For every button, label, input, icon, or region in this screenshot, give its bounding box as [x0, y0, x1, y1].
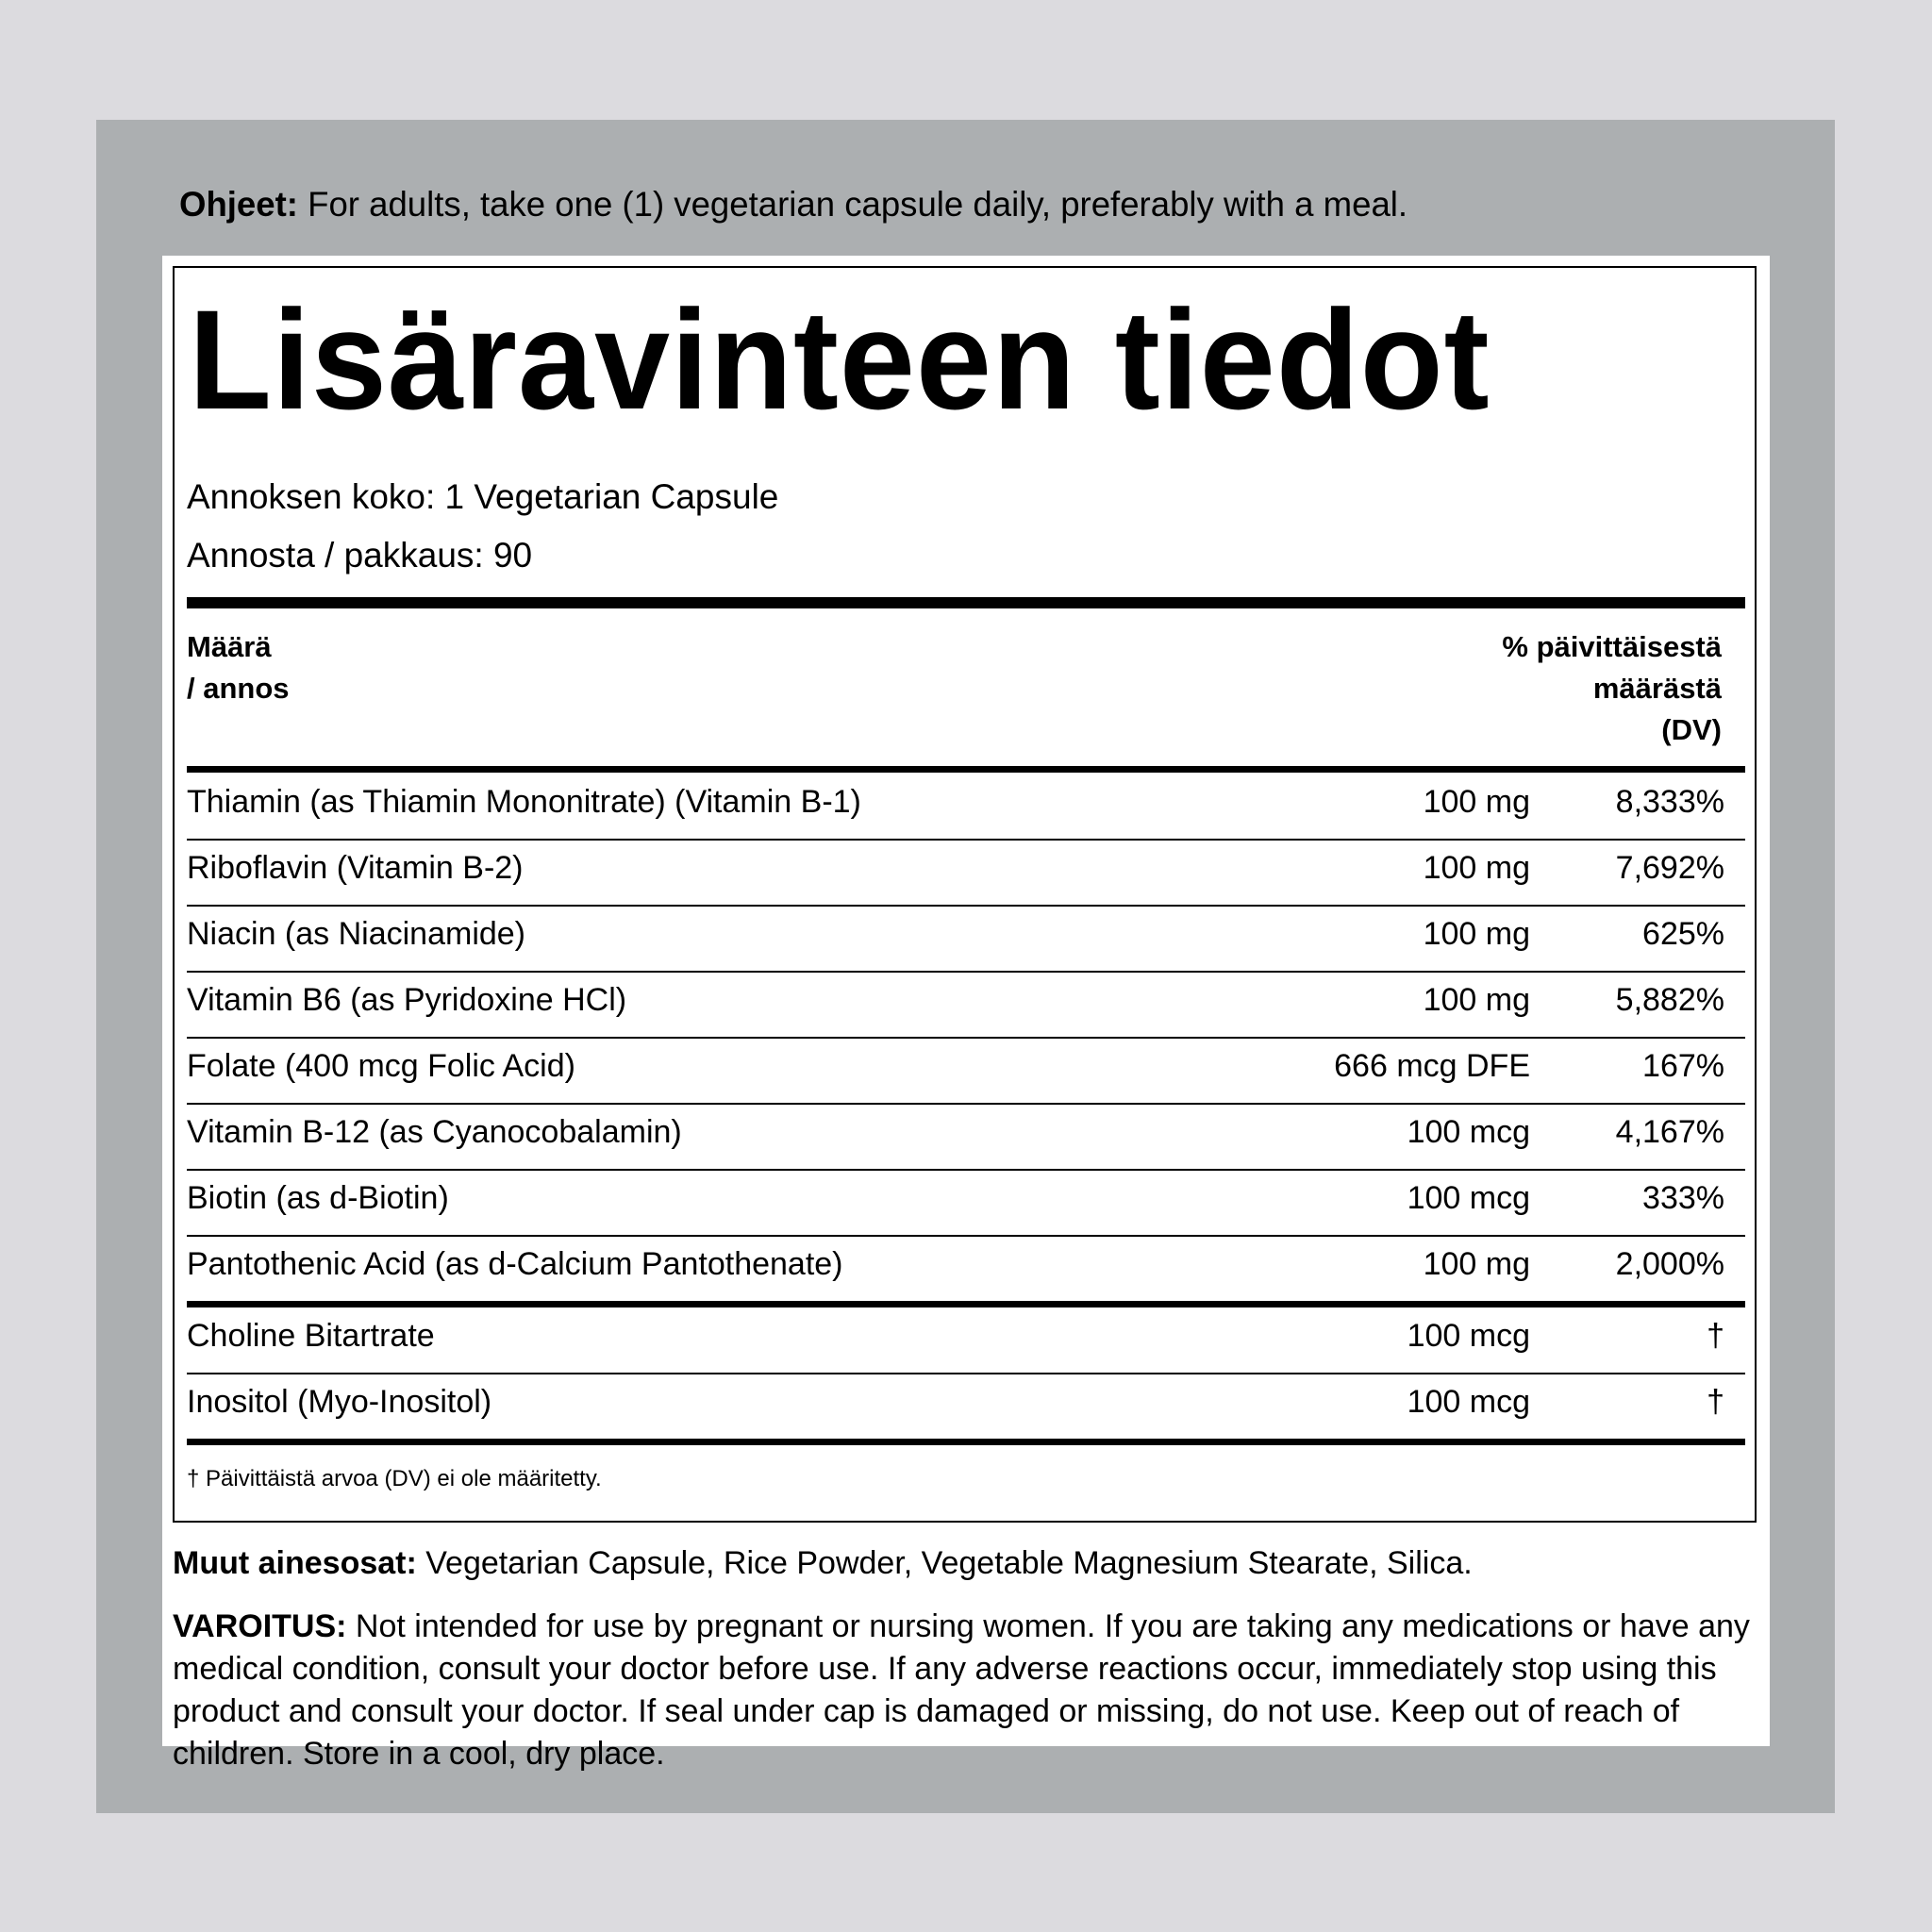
supplement-facts-box [173, 266, 1757, 1523]
servings-per-container: Annosta / pakkaus: 90 [187, 536, 533, 575]
table-row [187, 905, 1745, 969]
other-ingredients-label: Muut ainesosat: [173, 1545, 417, 1581]
other-ingredients [173, 1542, 1757, 1585]
nutrient-name: Niacin (as Niacinamide) [187, 916, 526, 952]
nutrient-dv: 167% [1642, 1048, 1724, 1084]
nutrient-dv: 333% [1642, 1180, 1724, 1216]
table-row [187, 1373, 1745, 1437]
nutrient-name: Riboflavin (Vitamin B-2) [187, 850, 524, 886]
nutrient-name: Folate (400 mcg Folic Acid) [187, 1048, 575, 1084]
nutrient-name: Choline Bitartrate [187, 1318, 435, 1354]
nutrient-amount: 100 mg [1423, 850, 1530, 886]
nutrient-dv: 4,167% [1615, 1114, 1724, 1150]
header-divider [187, 766, 1745, 773]
nutrient-amount: 100 mg [1423, 982, 1530, 1018]
nutrient-amount: 100 mg [1423, 784, 1530, 820]
directions-label: Ohjeet: [179, 185, 298, 224]
nutrient-name: Pantothenic Acid (as d-Calcium Pantothenate) [187, 1246, 843, 1282]
nutrient-amount: 666 mcg DFE [1334, 1048, 1530, 1084]
nutrient-name: Vitamin B-12 (as Cyanocobalamin) [187, 1114, 682, 1150]
directions-text [179, 182, 1764, 227]
amount-per-serving-header: Määrä / annos [187, 630, 290, 705]
bottom-divider [187, 1439, 1745, 1445]
table-row [187, 1169, 1745, 1233]
warning-label: VAROITUS: [173, 1608, 347, 1644]
table-row [187, 839, 1745, 903]
facts-title: Lisäravinteen tiedot [189, 280, 1491, 439]
table-row [187, 1235, 1745, 1299]
nutrient-amount: 100 mcg [1407, 1384, 1530, 1420]
warning-body: Not intended for use by pregnant or nursing women. If you are taking any medications or have any medical condition, consult your doctor before use. If any adverse reactions occur, immediately stop using this product and consult your doctor. If seal under cap is damaged or missing, do not use. Keep out of reach of children. Store in a cool, dry place. [173, 1608, 1750, 1772]
thick-divider [187, 597, 1745, 608]
table-row [187, 1307, 1745, 1371]
nutrient-name: Biotin (as d-Biotin) [187, 1180, 449, 1216]
daily-value-header: % päivittäisestä määrästä (DV) [1502, 630, 1722, 746]
nutrient-dv: † [1707, 1318, 1724, 1354]
nutrient-dv: 2,000% [1615, 1246, 1724, 1282]
nutrient-amount: 100 mg [1423, 916, 1530, 952]
dv-footnote: † Päivittäistä arvoa (DV) ei ole määritetty. [187, 1466, 602, 1491]
nutrient-dv: † [1707, 1384, 1724, 1420]
table-row [187, 773, 1745, 837]
nutrient-name: Vitamin B6 (as Pyridoxine HCl) [187, 982, 627, 1018]
nutrient-amount: 100 mg [1423, 1246, 1530, 1282]
table-row [187, 1037, 1745, 1101]
nutrient-dv: 625% [1642, 916, 1724, 952]
nutrient-amount: 100 mcg [1407, 1318, 1530, 1354]
nutrient-dv: 7,692% [1615, 850, 1724, 886]
warning-text [173, 1606, 1757, 1775]
nutrient-amount: 100 mcg [1407, 1114, 1530, 1150]
nutrient-name: Inositol (Myo-Inositol) [187, 1384, 492, 1420]
serving-size: Annoksen koko: 1 Vegetarian Capsule [187, 477, 779, 516]
nutrient-dv: 5,882% [1615, 982, 1724, 1018]
other-ingredients-text: Vegetarian Capsule, Rice Powder, Vegetable Magnesium Stearate, Silica. [416, 1545, 1473, 1581]
table-row [187, 971, 1745, 1035]
table-row [187, 1103, 1745, 1167]
nutrient-name: Thiamin (as Thiamin Mononitrate) (Vitamin B-1) [187, 784, 861, 820]
directions-body: For adults, take one (1) vegetarian capsule daily, preferably with a meal. [297, 185, 1408, 224]
nutrient-dv: 8,333% [1615, 784, 1724, 820]
nutrient-amount: 100 mcg [1407, 1180, 1530, 1216]
